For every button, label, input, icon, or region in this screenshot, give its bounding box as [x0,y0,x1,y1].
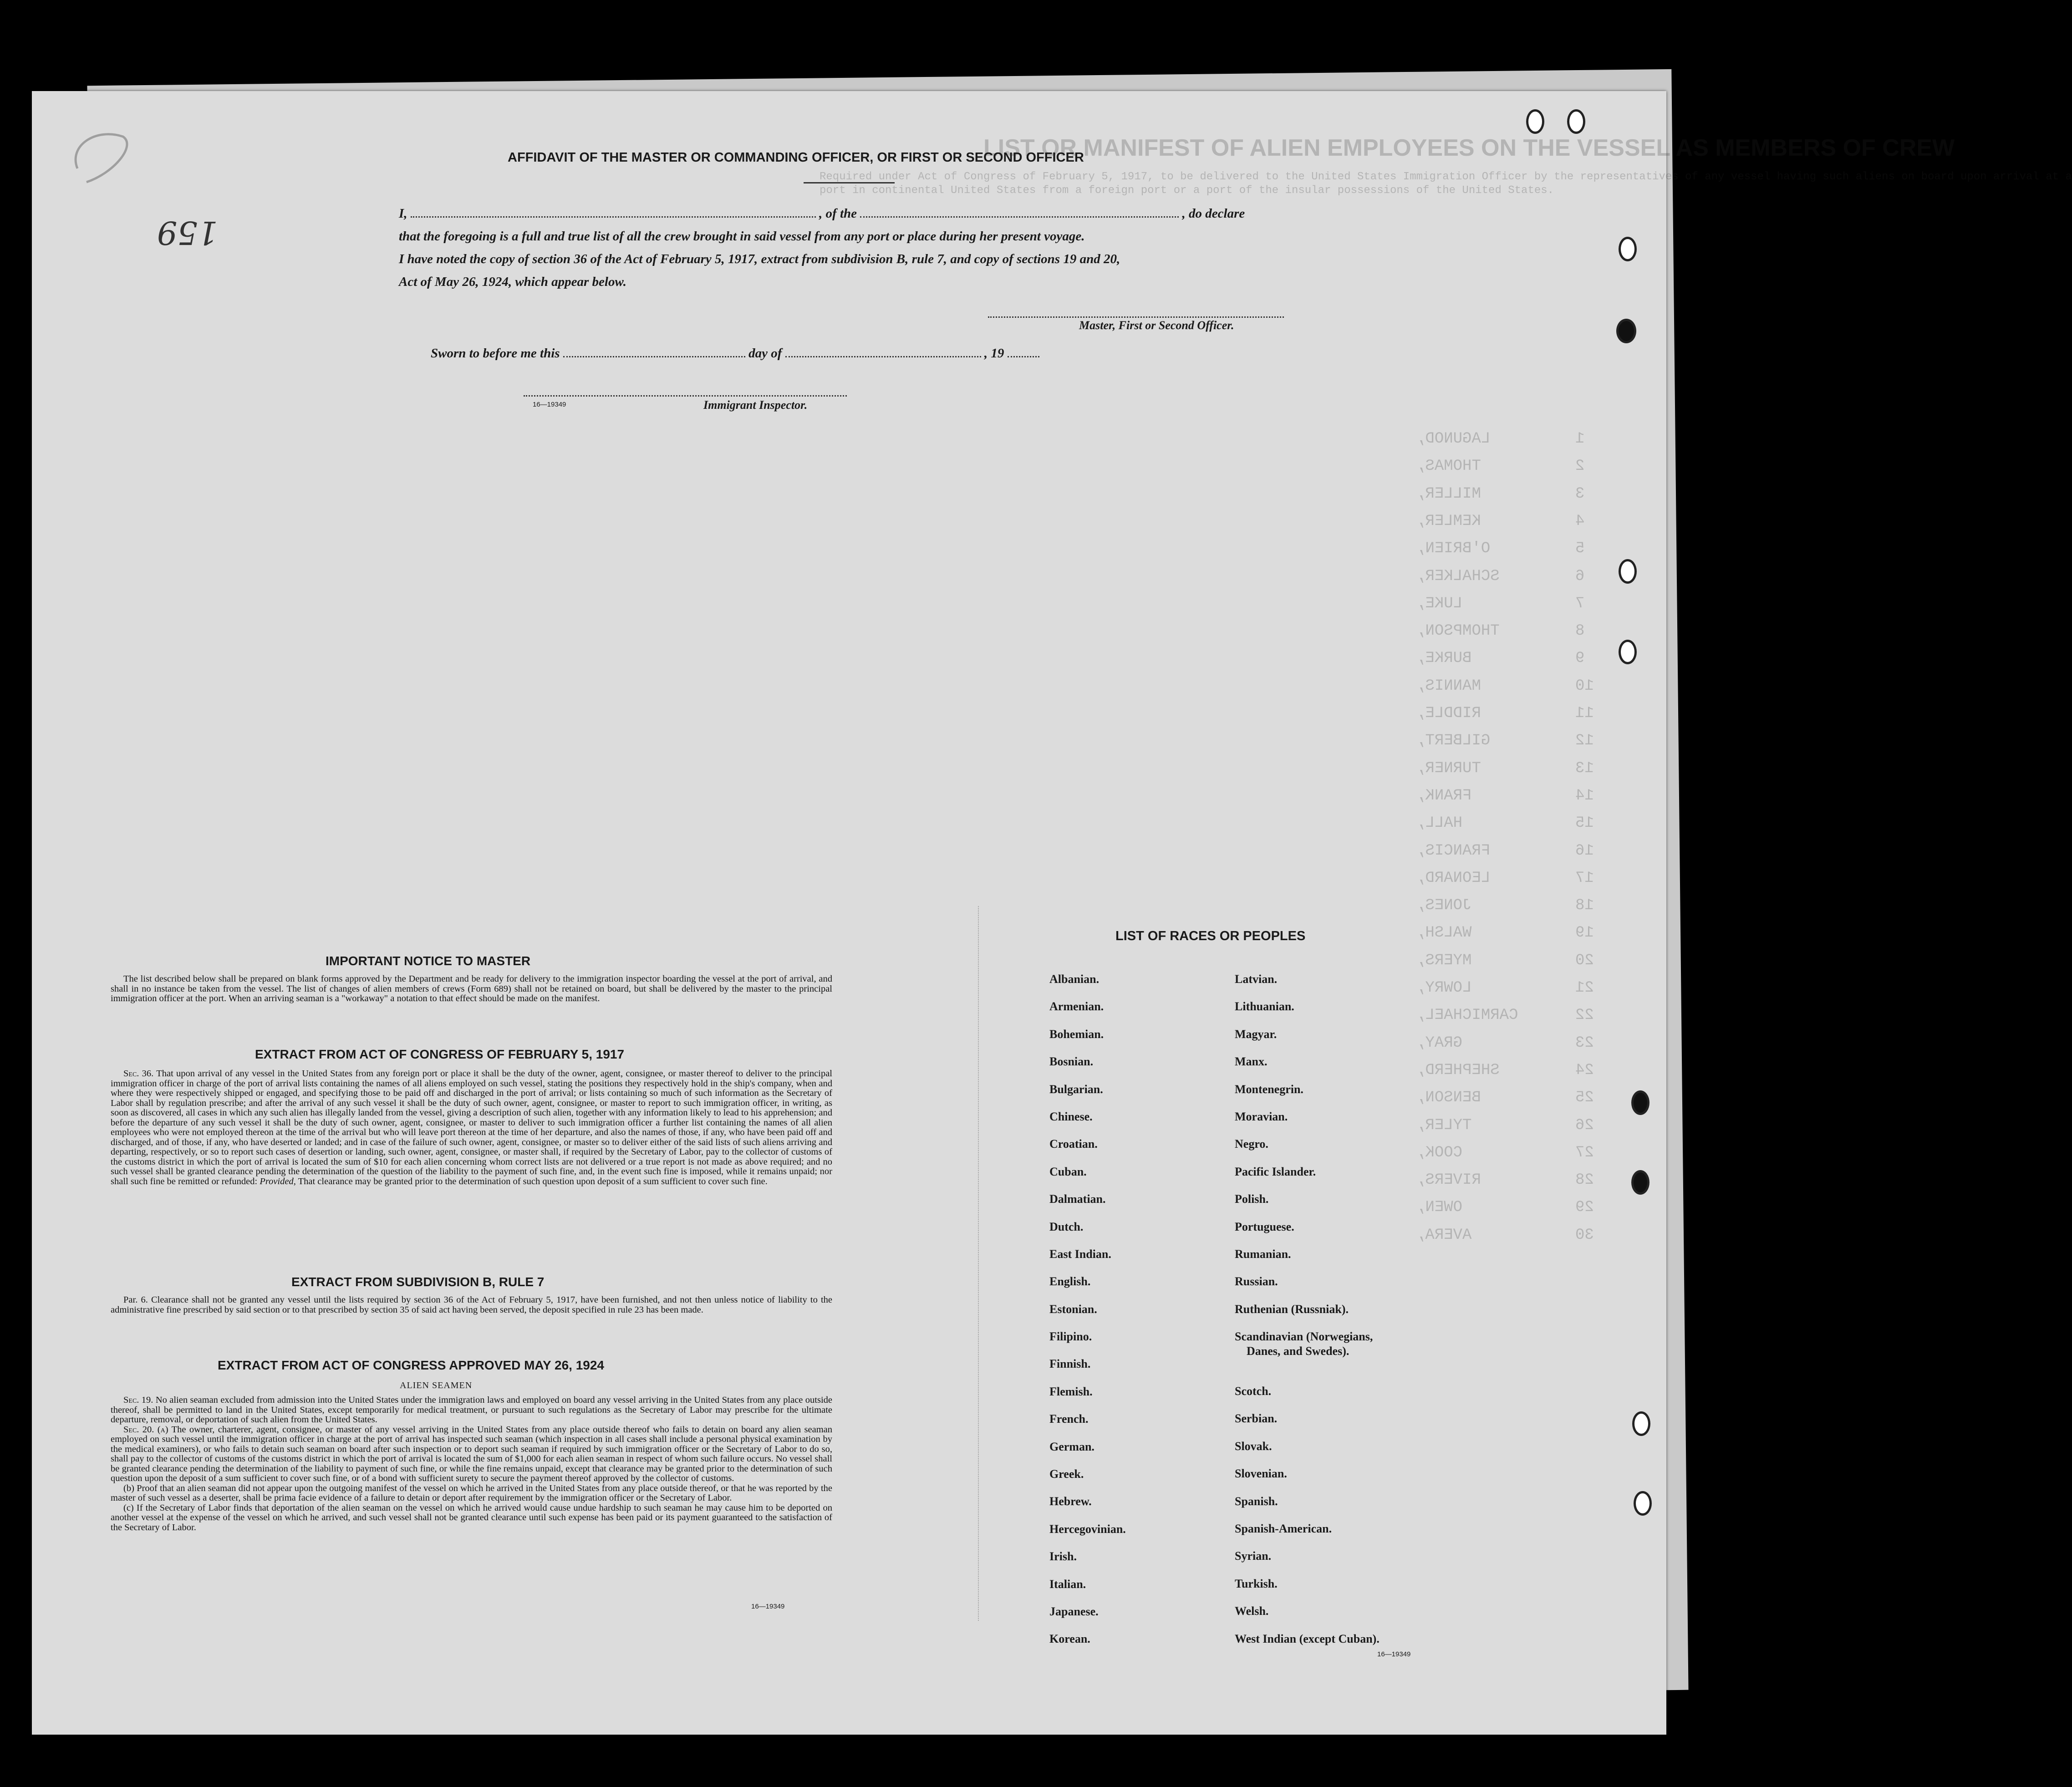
race-item: Croatian. [1049,1137,1098,1151]
races-left-column [1049,972,1126,1660]
bleed-through-row-number: 22 [1575,1007,1594,1024]
race-item: Bulgarian. [1049,1082,1103,1096]
race-item: Slovenian. [1235,1467,1287,1481]
extract-rule7-title: EXTRACT FROM SUBDIVISION B, RULE 7 [291,1275,545,1289]
bleed-through-row-name: LOWRY, [1416,979,1472,997]
affidavit-line-2: that the foregoing is a full and true list of all the crew brought in said vessel from any port or place during her present voyage. [399,229,1085,244]
bleed-through-row-name: RIDDLE, [1416,705,1481,722]
race-item: Korean. [1049,1632,1090,1646]
punch-hole [1631,1090,1649,1115]
race-item: Pacific Islander. [1235,1165,1316,1178]
proviso-text: That clearance may be granted prior to the determination of such question upon deposit of a sum sufficient to cover such fine. [298,1176,768,1186]
bleed-through-row-number: 19 [1575,924,1594,942]
bleed-through-row-number: 16 [1575,842,1594,860]
race-item: Negro. [1235,1137,1268,1151]
race-item: Spanish-American. [1235,1522,1332,1536]
bleed-through-row-name: O'BRIEN, [1416,540,1491,558]
punch-hole [1567,109,1585,134]
bleed-through-row-name: TURNER, [1416,759,1481,777]
race-item: Rumanian. [1235,1247,1291,1261]
sec-36-text: That upon arrival of any vessel in the United States from any foreign port or place it shall be the duty of the owner, agent, consignee, or master thereof to deliver to the principal immigration officer in charge of the port of arrival lists containing the names of all aliens employed on such vessel, stating the positions they respectively hold in the ship's company, when and where they were respectively shipped or engaged, and specifying those to be paid off and discharged in the port of arrival; or lists containing so much of such information as the Secretary of Labor shall by regulation prescribe; and after the arrival of any such vessel it shall be the duty of such owner, agent, consignee, or master to report to such immigration officer, in writing, as soon as discovered, all cases in which any such alien has illegally landed from the vessel, giving a description of such alien, together with any information likely to lead to his apprehension; and before the departure of any such vessel it shall be the duty of such owner, agent, consignee, or master to deliver to such immigration officer a further list containing the names of all alien employees who were not employed thereon at the time of the arrival but who will leave port thereon at the time of her departure, and also the names of those, if any, who have been paid off and discharged, and of those, if any, who have deserted or landed; and in case of the failure of such owner, agent, consignee, or master so to deliver either of the said lists of such aliens arriving and departing, respectively, or so to report such cases of desertion or landing, such owner, agent, consignee, or master shall, if required by the Secretary of Labor, pay to the collector of customs of the customs district in which the port of arrival is located the sum of $10 for each alien concerning whom correct lists are not delivered or a true report is not made as above required; and no such vessel shall be granted clearance pending the determination of the question of the liability to the payment of such fine, and, in the event such fine is imposed, while it remains unpaid; nor shall such fine be remitted or refunded: [111,1069,832,1186]
bleed-through-row-name: COOK, [1416,1144,1463,1161]
bleed-through-row-name: TYLER, [1416,1116,1472,1134]
affidavit-line-4: Act of May 26, 1924, which appear below. [399,275,626,289]
master-label: Master, First or Second Officer. [1079,319,1234,332]
bleed-through-row-name: SHEPHERD, [1416,1061,1500,1079]
bleed-through-row-name: GILBERT, [1416,732,1491,750]
race-item: Flemish. [1049,1385,1093,1398]
race-item: French. [1049,1412,1089,1426]
bleed-through-row-name: GRAY, [1416,1034,1463,1052]
declarant-prefix: I, [399,206,407,221]
race-item: Cuban. [1049,1165,1087,1178]
do-declare-label: , do declare [1182,206,1245,221]
bleed-through-row-number: 8 [1575,622,1585,640]
race-item: Portuguese. [1235,1220,1294,1233]
race-item: Turkish. [1235,1577,1278,1590]
signature-scribble [59,118,150,196]
bleed-through-row-number: 17 [1575,869,1594,887]
race-item: Russian. [1235,1275,1278,1288]
bleed-through-row-number: 29 [1575,1199,1594,1217]
race-item: Armenian. [1049,1000,1104,1013]
bleed-through-row-name: CARMICHAEL, [1416,1007,1518,1024]
proviso-label: Provided, [260,1176,296,1186]
race-item: Magyar. [1235,1027,1277,1041]
extract-1924-body [111,1395,832,1532]
bleed-through-row-name: MILLER, [1416,485,1481,503]
of-the-label: , of the [819,206,857,221]
bleed-through-row-name: AVERA, [1416,1226,1472,1244]
bleed-through-row-name: HALL, [1416,815,1463,832]
extract-1917-title: EXTRACT FROM ACT OF CONGRESS OF FEBRUARY 5, 1917 [255,1047,625,1061]
races-right-column [1235,972,1380,1660]
affidavit-line-1 [399,206,1245,221]
bleed-through-row-number: 23 [1575,1034,1594,1052]
sworn-day-field[interactable] [563,354,745,357]
race-item: West Indian (except Cuban). [1235,1632,1380,1645]
bleed-through-row-name: LUKE, [1416,595,1463,612]
bleed-through-row-number: 15 [1575,815,1594,832]
inspector-label: Immigrant Inspector. [703,398,808,412]
bleed-through-row-name: LEONARD, [1416,869,1491,887]
punch-hole [1631,1170,1649,1195]
notice-title: IMPORTANT NOTICE TO MASTER [326,954,531,968]
race-item: Ruthenian (Russniak). [1235,1302,1349,1316]
bleed-through-row-number: 11 [1575,705,1594,722]
bleed-through-row-number: 18 [1575,897,1594,915]
bleed-through-row-name: LAGUNOD, [1416,430,1491,448]
bleed-through-row-name: OWEN, [1416,1199,1463,1217]
race-item: East Indian. [1049,1247,1111,1261]
rule7-text: Par. 6. Clearance shall not be granted any vessel until the lists required by section 36 of the Act of February 5, 1917, have been furnished, and not then unless notice of liability to the administrative fine prescribed by said section or to that prescribed by section 35 of said act having been served, the deposit specified in rule 23 has been made. [111,1295,832,1315]
extract-1924-title: EXTRACT FROM ACT OF CONGRESS APPROVED MAY 26, 1924 [218,1358,604,1372]
race-item: Spanish. [1235,1494,1278,1508]
race-item: English. [1049,1275,1091,1288]
bleed-through-row-name: MYERS, [1416,952,1472,969]
race-item: Dutch. [1049,1220,1084,1233]
sec-20b-text: (b) Proof that an alien seaman did not appear upon the outgoing manifest of the vessel on which he arrived in the United States from any place outside thereof, or that he was reported by the master of such vessel as a deserter, shall be prima facie evidence of a failure to detain or deport after requirement by the immigration officer or the Secretary of Labor. [111,1483,832,1503]
race-item: German. [1049,1440,1095,1453]
affidavit-line-3: I have noted the copy of section 36 of the Act of February 5, 1917, extract from subdivision B, rule 7, and copy of sections 19 and 20, [399,252,1120,266]
year-label: , 19 [984,346,1004,361]
sec-36-label: Sec. 36. [123,1069,154,1079]
bleed-through-row-name: THOMAS, [1416,458,1481,475]
sworn-line [431,346,1039,361]
extract-form-number: 16—19349 [751,1603,785,1610]
bleed-through-row-number: 3 [1575,485,1585,503]
extract-rule7-body [111,1295,832,1315]
race-item: Welsh. [1235,1604,1269,1618]
bleed-through-row-name: MANNIS, [1416,677,1481,695]
handwritten-page-number: 159 [157,214,218,251]
bleed-through-row-number: 10 [1575,677,1594,695]
race-item: Moravian. [1235,1110,1288,1123]
bleed-through-row-number: 7 [1575,595,1585,612]
bleed-through-row-number: 1 [1575,430,1585,448]
form-page [32,91,2072,1735]
punch-hole [1619,640,1637,664]
bleed-through-row-name: SCHALKER, [1416,567,1500,585]
bleed-through-header: Required under Act of Congress of February 5, 1917, to be delivered to the United States Immigration Officer by the representatives of any vessel having such aliens on board upon arrival at a [820,171,2072,183]
punch-hole [1619,237,1637,261]
bleed-through-row-number: 14 [1575,787,1594,804]
race-item: Finnish. [1049,1357,1091,1371]
race-item: Bohemian. [1049,1027,1104,1041]
sec-20a-label: Sec. 20. (a) [123,1424,168,1435]
race-item: Montenegrin. [1235,1082,1303,1096]
sworn-month-field[interactable] [785,354,981,357]
notice-body [111,974,832,1004]
affidavit-form-number: 16—19349 [533,401,566,408]
sec-20a-text: The owner, charterer, agent, consignee, or master of any vessel arriving in the United States from any place outside thereof who fails to detain on board any alien seaman employed on such vessel until the immigration officer in charge at the port of arrival has inspected such seaman (which inspection in all cases shall include a personal physical examination by the medical examiners), or who fails to detain such seaman on board after such inspection or to deport such seaman if required by such immigration officer or the Secretary of Labor to do so, shall pay to the collector of customs of the customs district in which the port of arrival is located the sum of $1,000 for each alien seaman in respect of whom such failure occurs. No vessel shall be granted clearance pending the determination of the liability to payment of such fine, or while the fine remains unpaid, except that clearance may be granted prior to the determination of such question upon the deposit of a sum sufficient to cover such fine, or of a bond with sufficient surety to secure the payment thereof approved by the collector of customs. [111,1424,832,1483]
bleed-through-row-number: 12 [1575,732,1594,750]
race-item: Danes, and Swedes). [1247,1344,1349,1358]
bleed-through-row-name: KEMLER, [1416,512,1481,530]
sec-19-text: No alien seaman excluded from admission into the United States under the immigration laws and employed on board any vessel arriving in the United States from any place outside thereof, shall be permitted to land in the United States, except temporarily for medical treatment, or pursuant to such regulations as the Secretary of Labor may prescribe for the ultimate departure, removal, or deportation of such alien from the United States. [111,1395,832,1425]
bleed-through-row-name: JONES, [1416,897,1472,915]
bleed-through-row-number: 25 [1575,1089,1594,1107]
bleed-through-row-name: BURKE, [1416,650,1472,667]
bleed-through-row-number: 5 [1575,540,1585,558]
bleed-through-row-name: BENSON, [1416,1089,1481,1107]
notice-text: The list described below shall be prepared on blank forms approved by the Department and be ready for delivery to the immigration inspector boarding the vessel at the port of arrival, and shall in no instance be taken from the vessel. The list of changes of alien members of crews (Form 689) shall not be retained on board, but shall be delivered by the master to the principal immigration officer at the port. When an arriving seaman is a "workaway" a notation to that effect should be made on the manifest. [111,974,832,1003]
race-item: Albanian. [1049,972,1100,986]
title-rule [804,182,895,183]
race-item: Hebrew. [1049,1495,1092,1508]
race-item: Lithuanian. [1235,1000,1294,1013]
affidavit-title: AFFIDAVIT OF THE MASTER OR COMMANDING OFFICER, OR FIRST OR SECOND OFFICER [508,150,1084,165]
bleed-through-row-number: 30 [1575,1226,1594,1244]
race-item: Hercegovinian. [1049,1522,1126,1536]
bleed-through-row-number: 21 [1575,979,1594,997]
alien-seamen-subtitle: ALIEN SEAMEN [400,1380,473,1390]
race-item: Filipino. [1049,1330,1092,1344]
bleed-through-row-number: 24 [1575,1061,1594,1079]
race-item: Chinese. [1049,1110,1093,1123]
race-item: Estonian. [1049,1302,1097,1316]
race-item: Bosnian. [1049,1055,1094,1069]
sworn-prefix: Sworn to before me this [431,346,560,361]
bleed-through-row-name: THOMPSON, [1416,622,1500,640]
race-item: Latvian. [1235,972,1278,986]
race-item: Japanese. [1049,1604,1099,1618]
sec-19-label: Sec. 19. [123,1395,153,1405]
bleed-through-row-number: 4 [1575,512,1585,530]
day-of-label: day of [748,346,782,361]
bleed-through-row-number: 28 [1575,1171,1594,1189]
races-form-number: 16—19349 [1377,1650,1411,1658]
race-item: Manx. [1235,1055,1268,1069]
race-item: Polish. [1235,1192,1269,1206]
bleed-through-row-number: 2 [1575,458,1585,475]
bleed-through-row-number: 27 [1575,1144,1594,1161]
vessel-name-field[interactable] [860,214,1179,218]
bleed-through-row-number: 26 [1575,1116,1594,1134]
punch-hole [1526,109,1544,134]
bleed-through-header: port in continental United States from a foreign port or a port of the insular possessions of the United States. [820,184,1554,197]
bleed-through-row-number: 20 [1575,952,1594,969]
race-item: Greek. [1049,1467,1084,1481]
race-item: Italian. [1049,1577,1086,1591]
declarant-name-field[interactable] [411,214,816,218]
bleed-through-row-name: FRANCIS, [1416,842,1491,860]
race-item: Serbian. [1235,1412,1278,1426]
sworn-year-field[interactable] [1008,354,1039,357]
bleed-through-row-number: 13 [1575,759,1594,777]
bleed-through-header: LIST OR MANIFEST OF ALIEN EMPLOYEES ON THE VESSEL AS MEMBERS OF CREW [983,135,1955,161]
races-title: LIST OF RACES OR PEOPLES [1115,929,1306,943]
race-item: Scotch. [1235,1385,1272,1398]
race-item: Slovak. [1235,1439,1272,1453]
inspector-signature-field[interactable] [524,391,847,399]
race-item: Syrian. [1235,1549,1272,1563]
bleed-through-row-number: 9 [1575,650,1585,667]
race-item: Dalmatian. [1049,1192,1106,1206]
bleed-through-row-name: RIVERS, [1416,1171,1481,1189]
fold-line [978,906,979,1621]
bleed-through-row-number: 6 [1575,567,1585,585]
extract-1917-body [111,1069,832,1186]
punch-hole [1619,559,1637,584]
bleed-through-row-name: FRANK, [1416,787,1472,804]
race-item: Irish. [1049,1550,1077,1563]
punch-hole [1632,1411,1650,1436]
punch-hole [1634,1491,1652,1516]
sec-20c-text: (c) If the Secretary of Labor finds that deportation of the alien seaman on the vessel on which he arrived would cause undue hardship to such seaman he may cause him to be deported on another vessel at the expense of the vessel on which he arrived, and such vessel shall not be granted clearance until such expense has been paid or its payment guaranteed to the satisfaction of the Secretary of Labor. [111,1502,832,1532]
bleed-through-row-name: WALSH, [1416,924,1472,942]
punch-hole [1616,319,1636,343]
race-item: Scandinavian (Norwegians, [1235,1330,1373,1344]
